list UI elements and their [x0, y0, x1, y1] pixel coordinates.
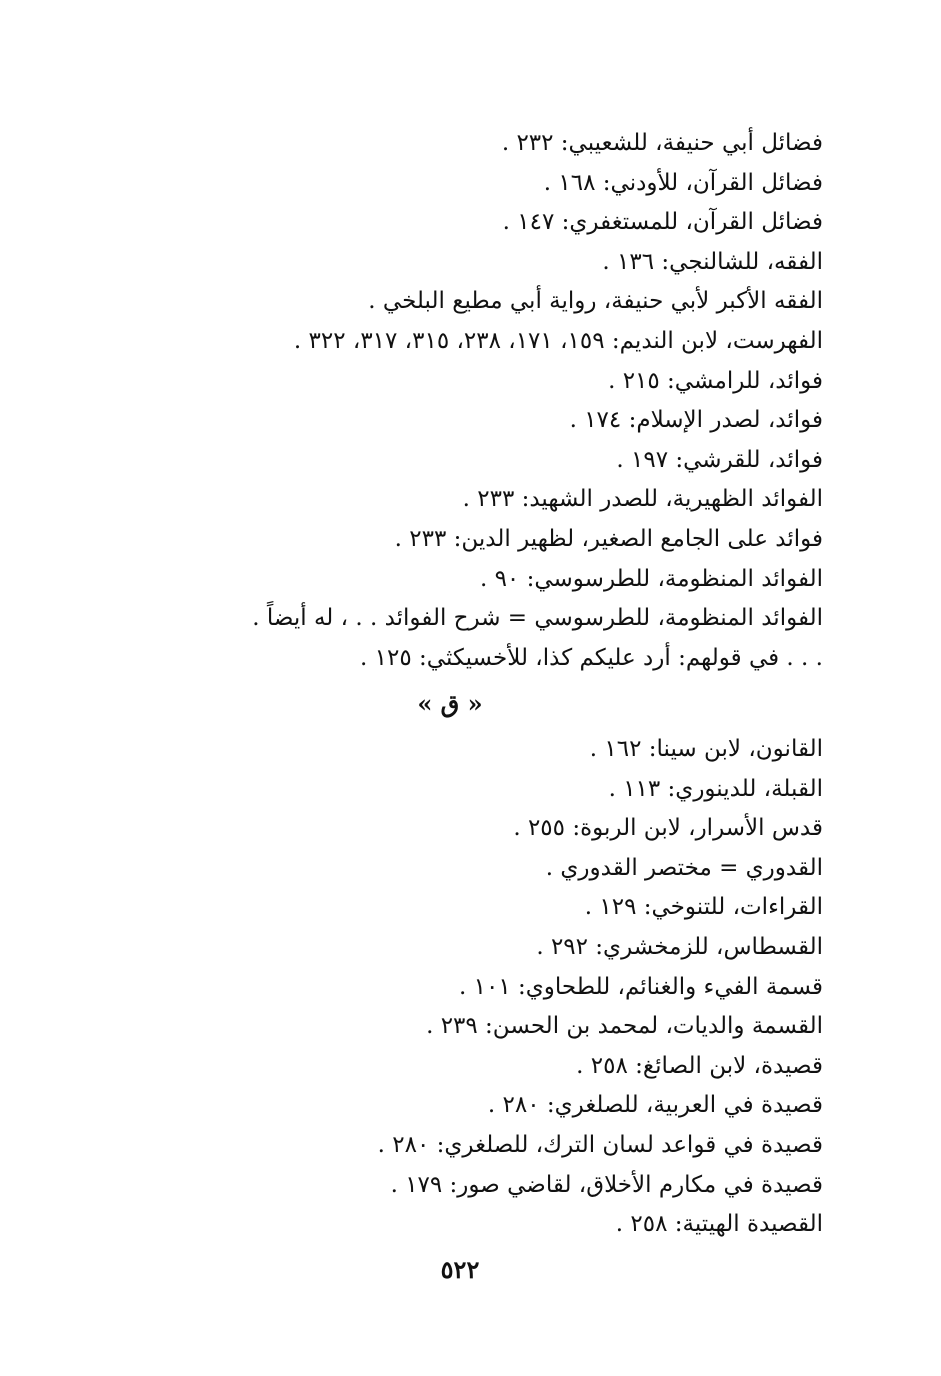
index-entry: فوائد، للقرشي: ١٩٧ .	[616, 446, 823, 473]
index-entry: فضائل القرآن، للأودني: ١٦٨ .	[543, 169, 823, 196]
index-entry: قصيدة، لابن الصائغ: ٢٥٨ .	[576, 1052, 823, 1079]
index-entry: القانون، لابن سينا: ١٦٢ .	[589, 736, 823, 762]
index-entry: . . . في قولهم: أرد عليكم كذا، للأخسيكثي: ١٢٥ .	[360, 644, 823, 671]
index-entry: قسمة الفيء والغنائم، للطحاوي: ١٠١ .	[459, 973, 823, 1000]
index-entry: القدوري = مختصر القدوري .	[545, 854, 823, 881]
index-entry: الفقه الأكبر لأبي حنيفة، رواية أبي مطيع البلخي .	[368, 288, 823, 315]
index-entries-qaf	[143, 730, 823, 1245]
index-entry: القصيدة الهيتية: ٢٥٨ .	[615, 1211, 823, 1238]
index-entry: قصيدة في قواعد لسان الترك، للصلغري: ٢٨٠ .	[377, 1131, 823, 1158]
index-entry: الفوائد المنظومة، للطرسوسي: ٩٠ .	[479, 565, 823, 592]
index-entry: الفوائد الظهيرية، للصدر الشهيد: ٢٣٣ .	[462, 486, 823, 513]
index-entry: قصيدة في العربية، للصلغري: ٢٨٠ .	[487, 1092, 823, 1119]
index-entry: فوائد على الجامع الصغير، لظهير الدين: ٢٣٣ .	[394, 525, 823, 552]
index-entry: فضائل أبي حنيفة، للشعيبي: ٢٣٢ .	[501, 130, 823, 156]
index-entry: فضائل القرآن، للمستغفري: ١٤٧ .	[502, 209, 823, 236]
index-entries-fa	[143, 124, 823, 678]
index-entry: فوائد، لصدر الإسلام: ١٧٤ .	[569, 407, 823, 434]
index-entry: القسطاس، للزمخشري: ٢٩٢ .	[536, 933, 823, 960]
section-heading-qaf: « ق »	[417, 689, 483, 718]
index-entry: القراءات، للتنوخي: ١٢٩ .	[584, 894, 823, 921]
index-entry: الفوائد المنظومة، للطرسوسي = شرح الفوائد . . ، له أيضاً .	[252, 605, 823, 632]
index-entry: قصيدة في مكارم الأخلاق، لقاضي صور: ١٧٩ .	[390, 1171, 823, 1198]
index-entry: الفقه، للشالنجي: ١٣٦ .	[602, 248, 823, 275]
index-entry: القسمة والديات، لمحمد بن الحسن: ٢٣٩ .	[426, 1013, 823, 1040]
index-entry: القبلة، للدينوري: ١١٣ .	[608, 775, 823, 802]
index-entry: قدس الأسرار، لابن الربوة: ٢٥٥ .	[513, 815, 823, 842]
index-entry: الفهرست، لابن النديم: ١٥٩، ١٧١، ٢٣٨، ٣١٥، ٣١٧، ٣٢٢ .	[293, 327, 823, 354]
index-entry: فوائد، للرامشي: ٢١٥ .	[608, 367, 823, 394]
page-number: ٥٢٢	[440, 1255, 480, 1284]
